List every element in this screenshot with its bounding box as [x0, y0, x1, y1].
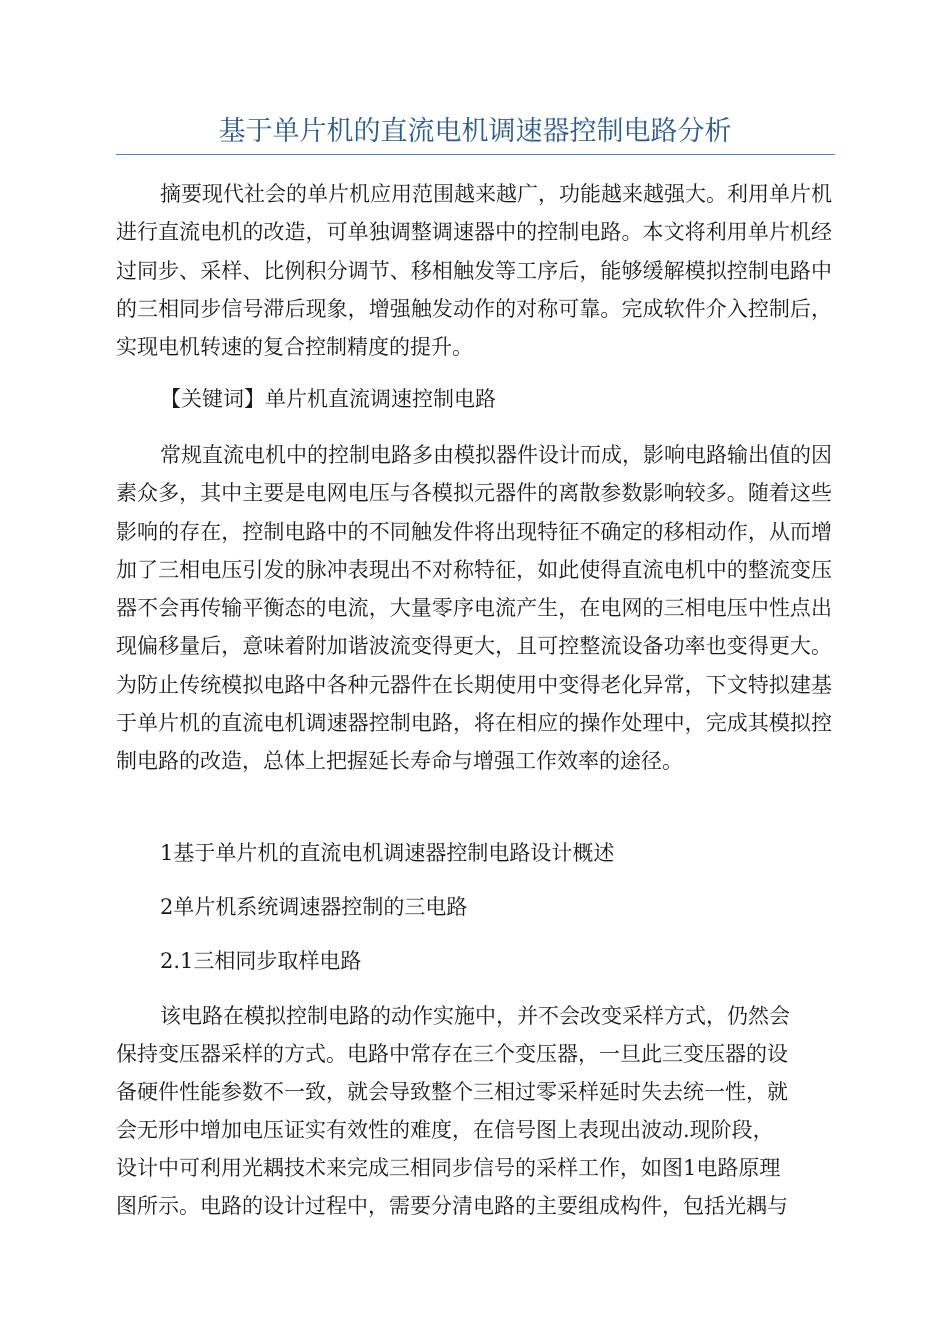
document-title: 基于单片机的直流电机调速器控制电路分析 — [218, 116, 732, 147]
body-line: 设计中可利用光耦技术来完成三相同步信号的采样工作，如图1电路原理 — [116, 1156, 781, 1180]
body-line: 备硬件性能参数不一致，就会导致整个三相过零采样延时失去统一性，就 — [116, 1080, 788, 1104]
section-heading-2-1: 2.1三相同步取样电路 — [160, 949, 362, 973]
section-heading-2: 2单片机系统调速器控制的三电路 — [160, 895, 468, 919]
body-line: 该电路在模拟控制电路的动作实施中，并不会改变采样方式，仍然会 — [160, 1004, 790, 1028]
body-line: 会无形中增加电压证实有效性的难度，在信号图上表现出波动.现阶段， — [116, 1118, 774, 1142]
section-heading-1: 1基于单片机的直流电机调速器控制电路设计概述 — [160, 841, 615, 865]
keywords-line: 【关键词】单片机直流调速控制电路 — [160, 387, 496, 411]
body-line: 保持变压器采样的方式。电路中常存在三个变压器，一旦此三变压器的设 — [116, 1042, 788, 1066]
abstract-paragraph: 摘要现代社会的单片机应用范围越来越广，功能越来越强大。利用单片机进行直流电机的改造，可单独调整调速器中的控制电路。本文将利用单片机经过同步、采样、比例积分调节、移相触发等工序后，能够缓解模拟控制电路中的三相同步信号滞后现象，增强触发动作的对称可靠。完成软件介入控制后，实现电机转速的复合控制精度的提升。 — [116, 182, 832, 360]
title-underline — [116, 154, 835, 155]
intro-paragraph: 常规直流电机中的控制电路多由模拟器件设计而成，影响电路输出值的因素众多，其中主要是电网电压与各模拟元器件的离散参数影响较多。随着这些影响的存在，控制电路中的不同触发件将出现特征不确定的移相动作，从而增加了三相电压引发的脉冲表現出不对称特征，如此使得直流电机中的整流变压器不会再传输平衡态的电流，大量零序电流产生，在电网的三相电压中性点出现偏移量后，意味着附加谐波流变得更大，且可控整流设备功率也变得更大。为防止传统模拟电路中各种元器件在长期使用中变得老化异常，下文特拟建基于单片机的直流电机调速器控制电路，将在相应的操作处理中，完成其模拟控制电路的改造，总体上把握延长寿命与增强工作效率的途径。 — [116, 443, 832, 774]
body-line: 图所示。电路的设计过程中，需要分清电路的主要组成构件，包括光耦与 — [116, 1194, 788, 1218]
